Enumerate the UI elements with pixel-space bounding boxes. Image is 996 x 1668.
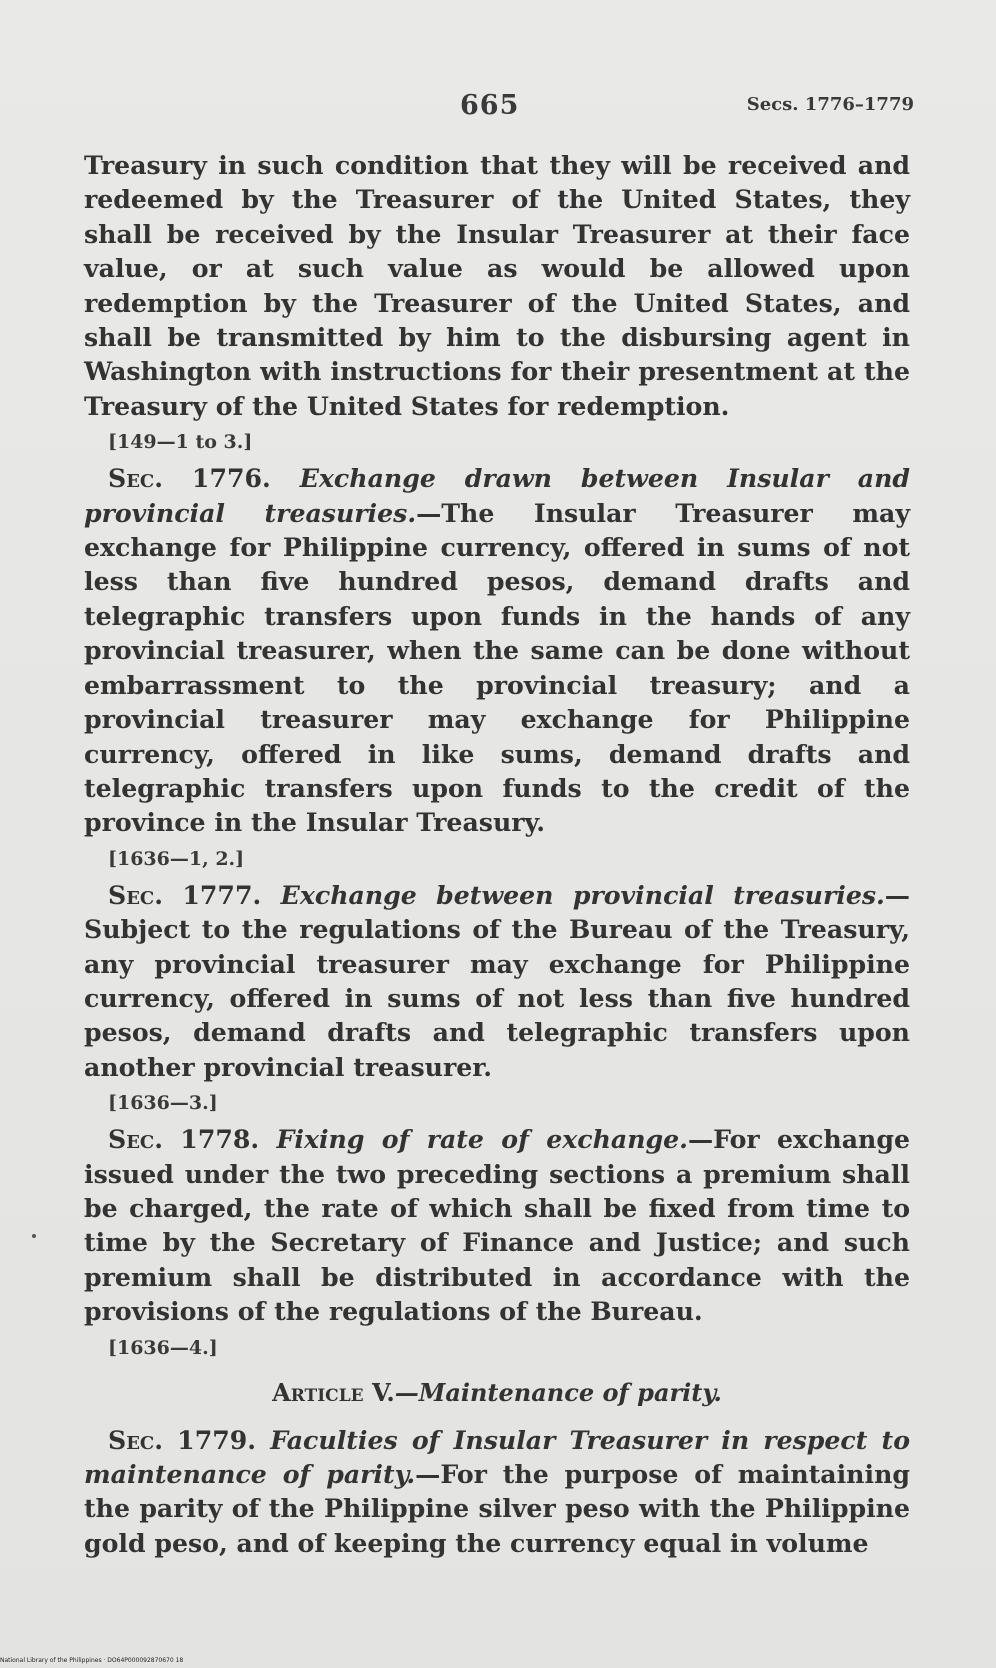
section-text: —Subject to the regulations of the Bureau of the Treasury, any provincial treasurer may exchange for Philippine currency, offered in sums of not less than five hundred pesos, demand drafts and telegraphic transfers upon another provincial treasurer. (84, 879, 910, 1082)
margin-mark (32, 1234, 36, 1238)
section-text: —For the purpose of maintaining the parity of the Philippine silver peso with the Philippine gold peso, and of keeping the currency equal in volume (84, 1459, 910, 1558)
section-title: Faculties of Insular Treasurer in respect to maintenance of parity. (84, 1424, 910, 1489)
section-text: —For exchange issued under the two preceding sections a premium shall be charged, the rate of which shall be fixed from time to time by the Secretary of Finance and Justice; and such premium shall be distributed in accordance with the provisions of the regulations of the Bureau. (84, 1124, 910, 1327)
article-title: —Maintenance of parity. (394, 1377, 722, 1407)
section-title: Exchange drawn between Insular and provincial treasuries. (84, 463, 910, 528)
article-label: Article V. (272, 1377, 395, 1407)
section-text: —The Insular Treasurer may exchange for Philippine currency, offered in sums of not less than five hundred pesos, demand drafts and telegraphic transfers upon funds in the hands of any provincial treasurer, when the same can be done without embarrassment to the provincial treasury; and a provincial treasurer may exchange for Philippine currency, offered in like sums, demand drafts and telegraphic transfers upon funds to the credit of the province in the Insular Treasury. (84, 497, 910, 838)
citation-1636-3: [1636—3.] (108, 1092, 218, 1115)
section-title: Exchange between provincial treasuries. (280, 879, 885, 910)
section-label: Sec. 1777. (108, 879, 262, 910)
section-1778 (84, 1122, 910, 1328)
body-text (84, 148, 910, 1560)
page-number: 665 (460, 90, 520, 121)
scan-footer: National Library of the Philippines · DO64P000092870670 18 (0, 1657, 184, 1664)
citation-149: [149—1 to 3.] (108, 431, 253, 454)
section-title: Fixing of rate of exchange. (276, 1124, 688, 1155)
section-label: Sec. 1778. (108, 1124, 260, 1155)
continued-paragraph: Treasury in such condition that they will be received and redeemed by the Treasurer of the United States, they shall be received by the Insular Treasurer at their face value, or at such value as would be allowed upon redemption by the Treasurer of the United States, and shall be transmitted by him to the disbursing agent in Washington with instructions for their presentment at the Treasury of the United States for redemption. (84, 150, 910, 421)
section-label: Sec. 1779. (108, 1424, 257, 1455)
section-1777 (84, 878, 910, 1084)
page-header (0, 90, 996, 130)
citation-1636-1-2: [1636—1, 2.] (108, 847, 245, 870)
article-heading (84, 1373, 910, 1413)
section-range: Secs. 1776–1779 (746, 94, 914, 115)
section-1779 (84, 1423, 910, 1561)
citation-1636-4: [1636—4.] (108, 1336, 218, 1359)
section-1776 (84, 461, 910, 839)
section-label: Sec. 1776. (108, 463, 271, 494)
